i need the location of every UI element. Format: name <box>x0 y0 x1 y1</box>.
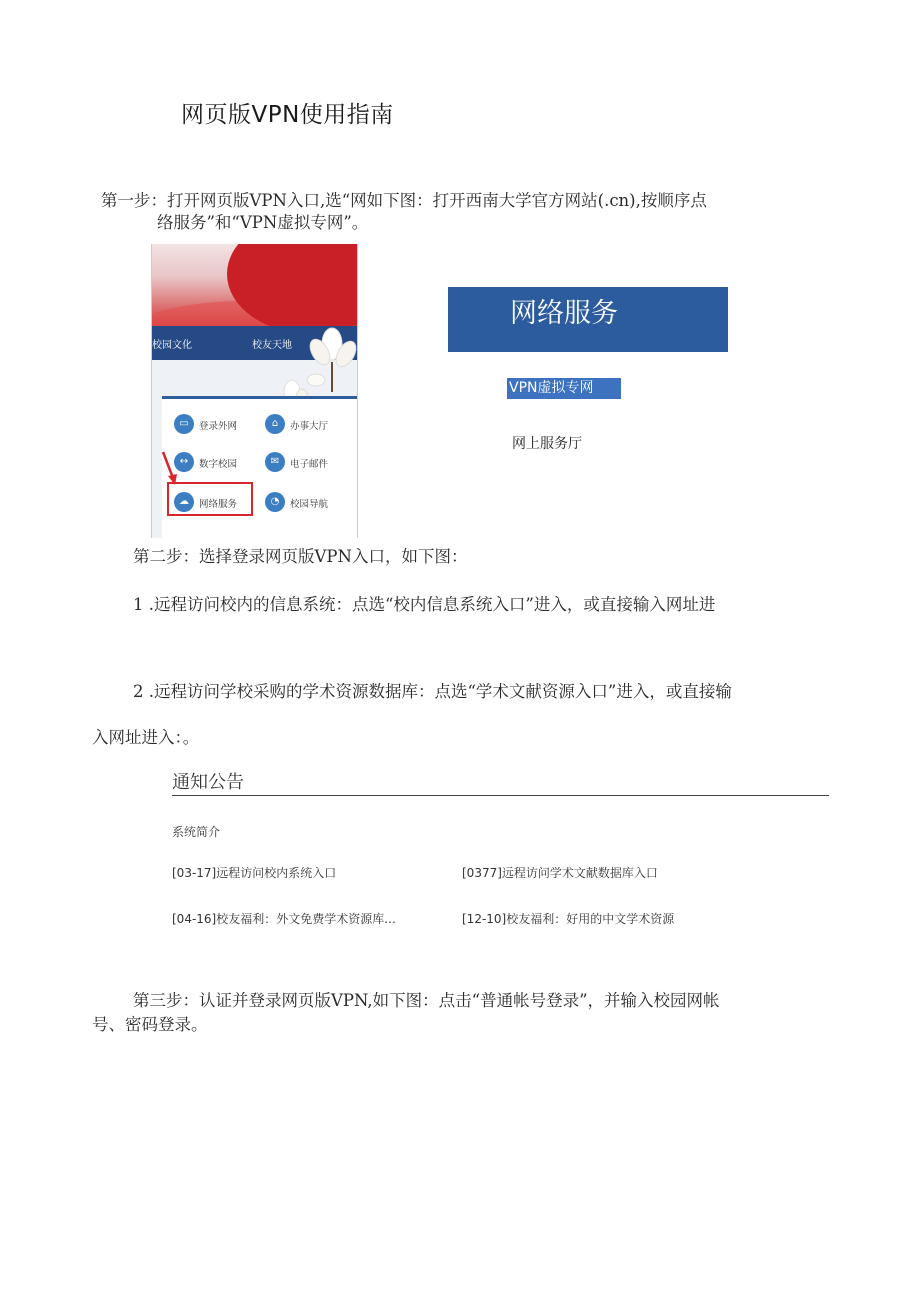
notice-link-foreign-resources[interactable]: [04-16]校友福利：外文免费学术资源库.‥ <box>172 912 397 926</box>
link-icon: ↔ <box>174 452 194 472</box>
network-icon: ☁ <box>174 492 194 512</box>
vpn-virtual-network-link[interactable]: VPN虚拟专网 <box>507 378 621 399</box>
campus-banner <box>152 244 357 326</box>
compass-icon: ◔ <box>265 492 285 512</box>
document-title: 网页版VPN使用指南 <box>181 102 394 128</box>
phone-screenshot <box>151 244 358 538</box>
network-service-highlight <box>167 482 253 516</box>
step3-line2: 号、密码登录。 <box>92 1015 208 1034</box>
step1-line2: 络服务”和“VPN虚拟专网”。 <box>157 213 369 232</box>
online-service-hall-link[interactable]: 网上服务厅 <box>512 436 582 452</box>
notice-section-title: 通知公告 <box>172 772 244 793</box>
notice-link-academic-databases[interactable]: [0377]远程访问学术文献数据库入口 <box>462 866 658 880</box>
step2-item2-line1: 2 .远程访问学校采购的学术资源数据库：点选“学术文献资源入口”进入，或直接输 <box>133 682 732 701</box>
notice-link-internal-systems[interactable]: [03-17]远程访问校内系统入口 <box>172 866 337 880</box>
system-intro-link[interactable]: 系统简介 <box>172 825 221 839</box>
notice-divider <box>172 795 829 796</box>
notice-link-chinese-resources[interactable]: [12-10]校友福利：好用的中文学术资源 <box>462 912 675 926</box>
step3-line1: 第三步：认证并登录网页版VPN,如下图：点击“普通帐号登录”，并输入校园网帐 <box>133 991 720 1010</box>
home-icon: ⌂ <box>265 414 285 434</box>
monitor-icon: ▭ <box>174 414 194 434</box>
red-arrow-icon <box>160 450 180 486</box>
service-grid-panel: ▭ 登录外网 ⌂ 办事大厅 ↔ 数字校园 ✉ 电子邮件 ☁ 网络服务 ◔ 校园导航 <box>162 396 357 538</box>
network-service-banner[interactable]: 网络服务 <box>448 287 728 352</box>
step1-line1: 第一步：打开网页版VPN入口,选“网如下图：打开西南大学官方网站(.cn),按顺序点 <box>101 191 707 210</box>
nav-alumni[interactable]: 校友天地 <box>252 340 292 351</box>
step2-item2-line2: 入网址进入：。 <box>92 728 200 747</box>
nav-campus-culture[interactable]: 校园文化 <box>152 340 192 351</box>
step2-item1: 1 .远程访问校内的信息系统：点选“校内信息系统入口”进入，或直接输入网址进 <box>133 595 716 614</box>
mail-icon: ✉ <box>265 452 285 472</box>
step2-heading: 第二步：选择登录网页版VPN入口，如下图： <box>133 547 468 566</box>
